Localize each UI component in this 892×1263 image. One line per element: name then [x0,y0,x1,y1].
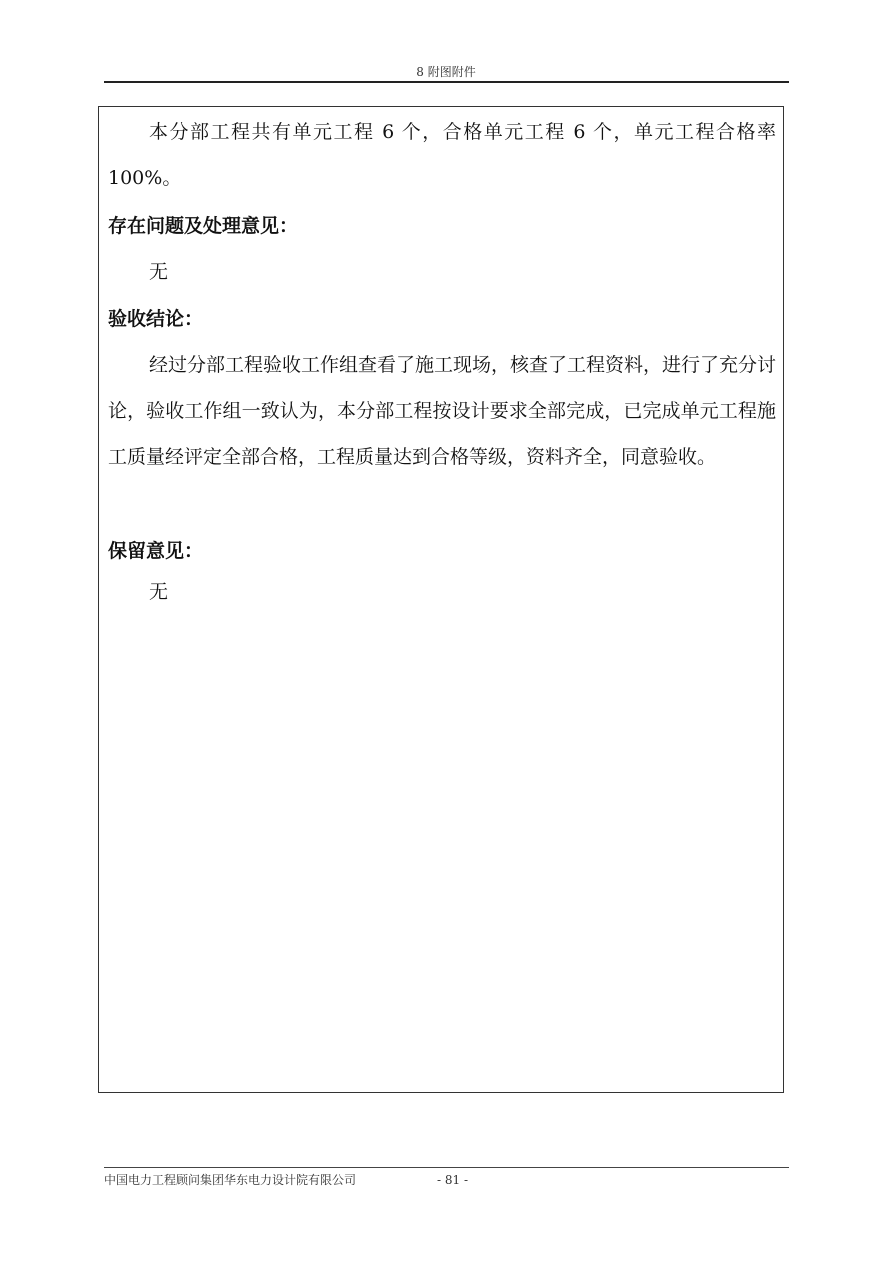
page-header-title: 8 附图附件 [416,65,476,79]
footer-divider [104,1167,789,1168]
issues-heading: 存在问题及处理意见： [108,215,299,237]
summary-paragraph: 本分部工程共有单元工程 6 个，合格单元工程 6 个，单元工程合格率 100%。 [108,121,776,189]
reserved-text: 无 [149,581,169,603]
conclusion-paragraph: 经过分部工程验收工作组查看了施工现场，核查了工程资料，进行了充分讨论，验收工作组一致认为，本分部工程按设计要求全部完成，已完成单元工程施工质量经评定全部合格，工程质量达到合格等级，资料齐全，同意验收。 [108,354,777,468]
issues-text: 无 [149,261,169,283]
acceptance-content-box [98,106,784,1093]
header-divider [104,81,789,83]
reserved-heading: 保留意见： [108,540,204,562]
footer-company-name: 中国电力工程顾问集团华东电力设计院有限公司 [104,1173,357,1187]
footer-page-number: - 81 - [437,1173,469,1187]
conclusion-heading: 验收结论： [108,308,204,330]
